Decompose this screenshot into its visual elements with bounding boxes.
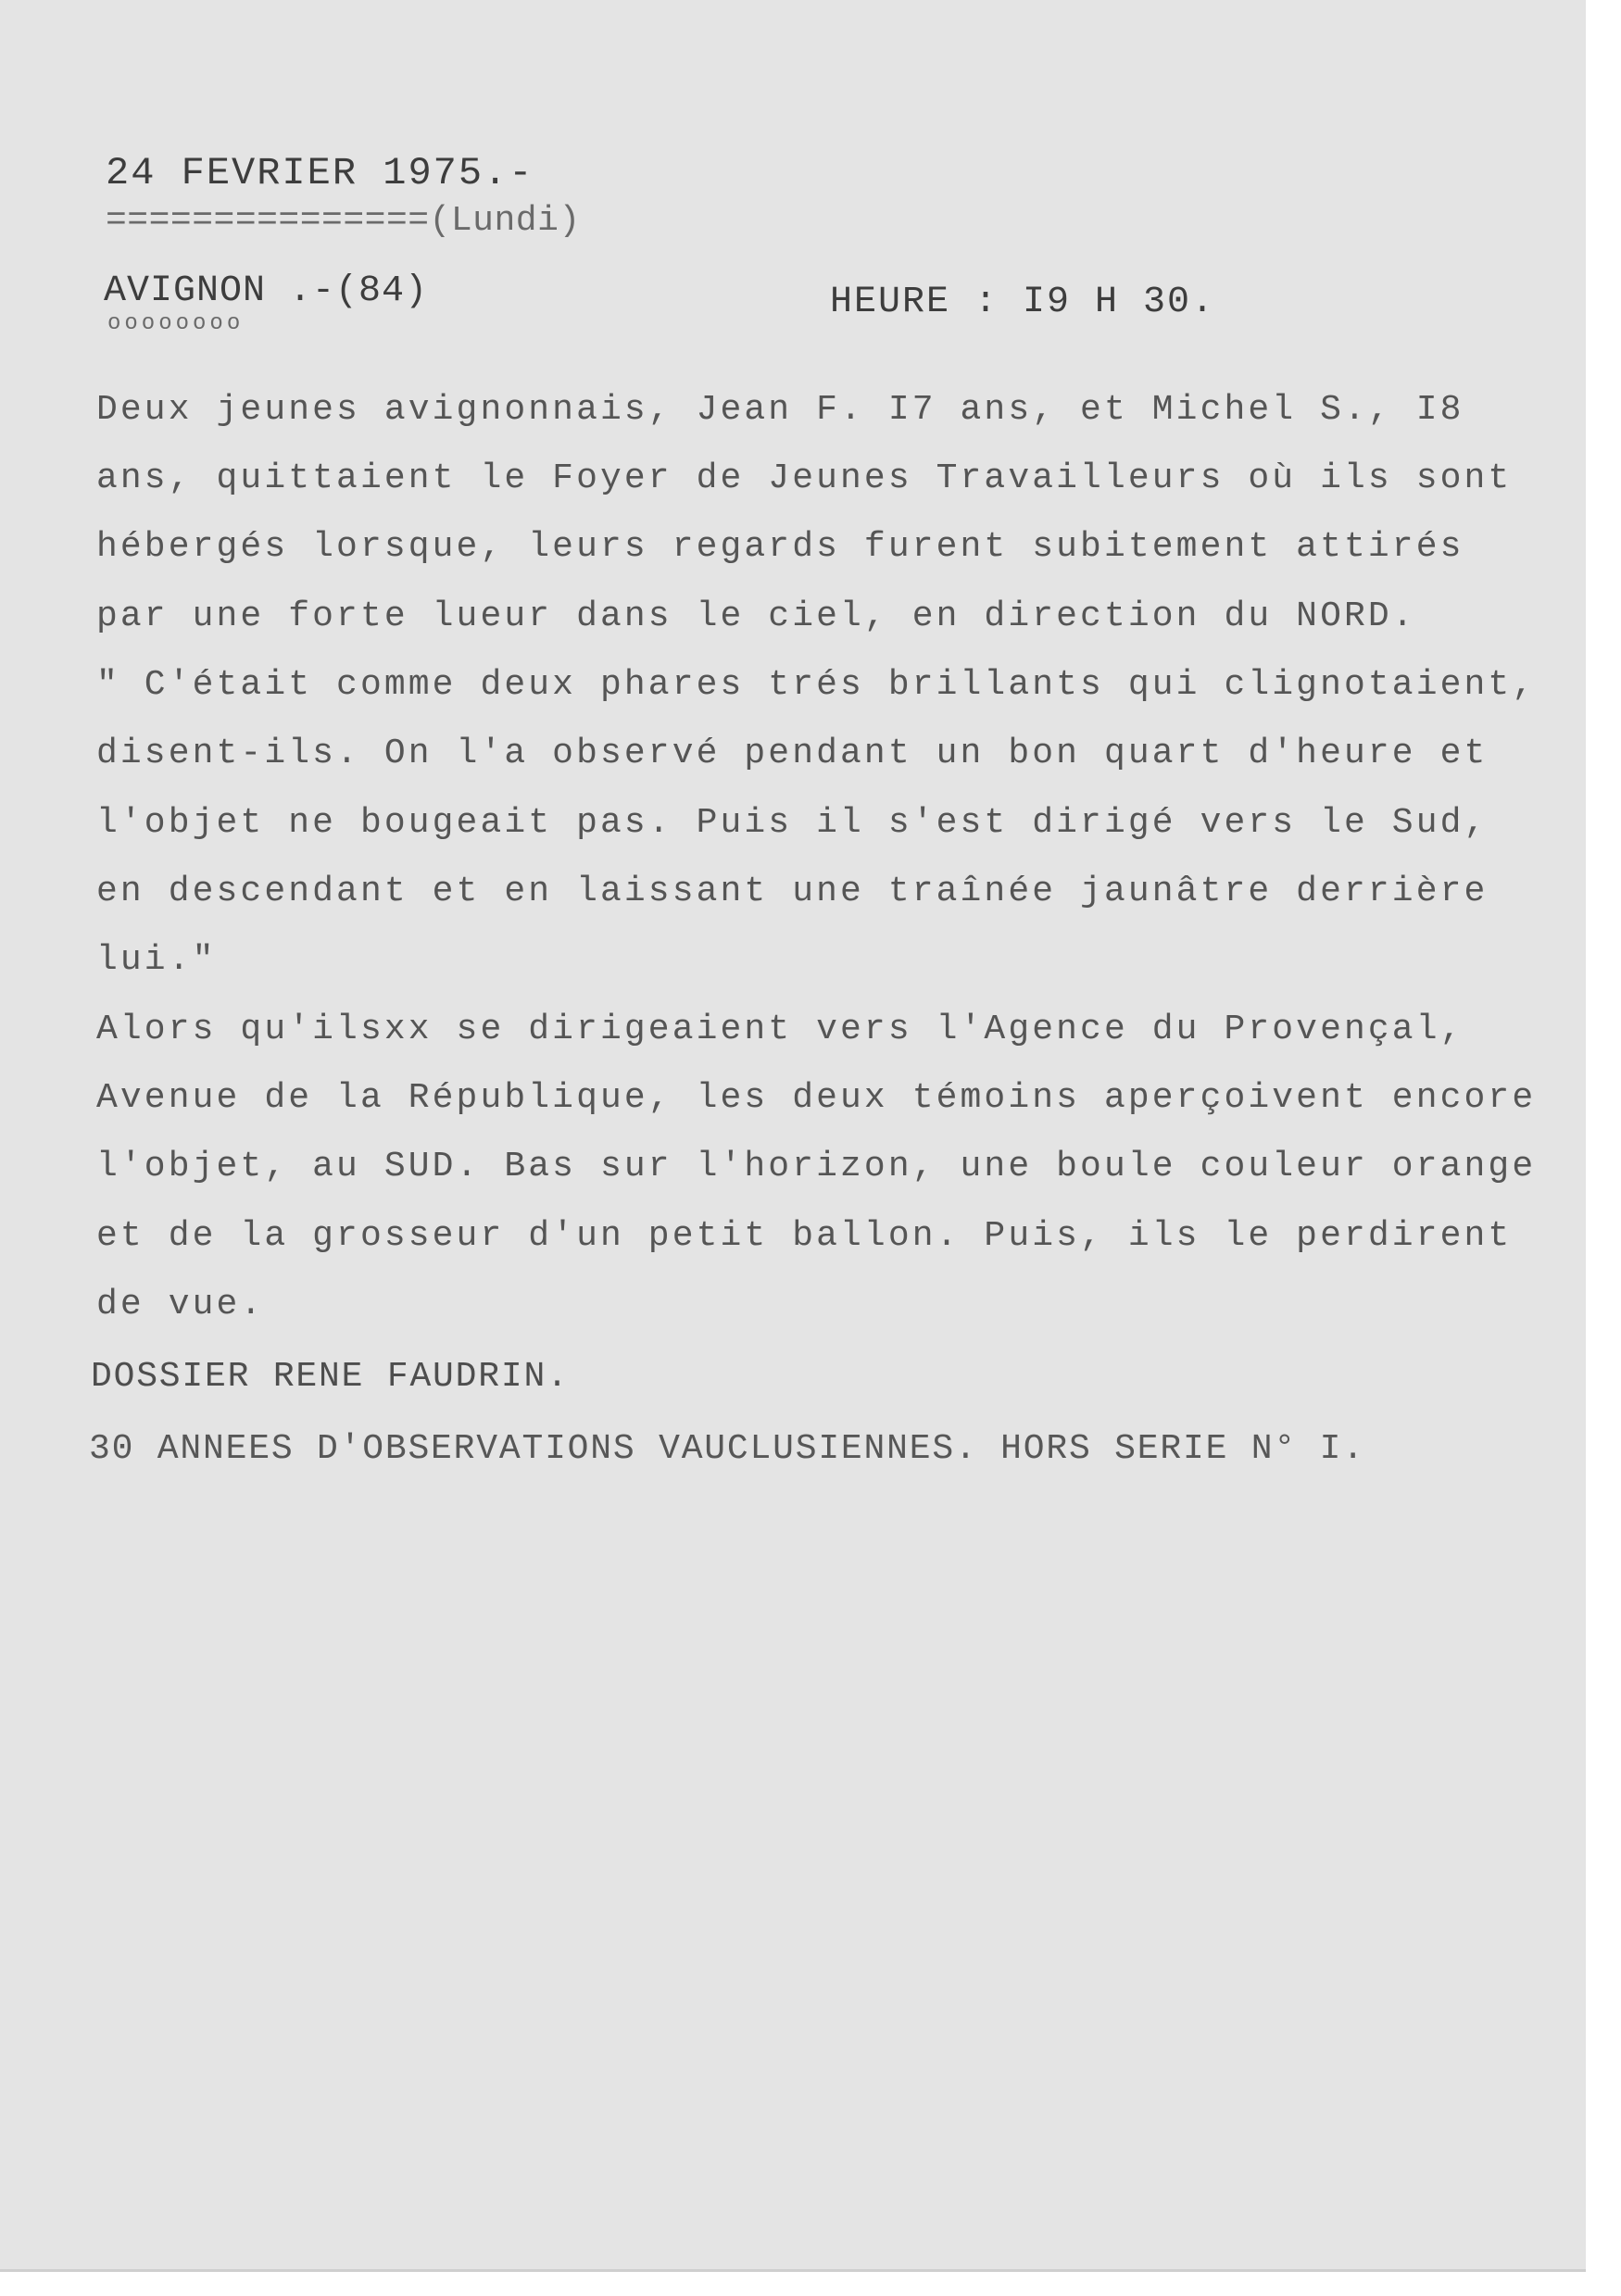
body-line: Alors qu'ilsxx se dirigeaient vers l'Agence du Provençal, [96,1010,1464,1049]
body-line: l'objet ne bougeait pas. Puis il s'est dirigé vers le Sud, [96,803,1489,843]
body-line: l'objet, au SUD. Bas sur l'horizon, une boule couleur orange [96,1147,1537,1186]
header-place: AVIGNON .-(84) [104,270,429,312]
source-reference: 30 ANNEES D'OBSERVATIONS VAUCLUSIENNES. HORS SERIE N° I. [89,1429,1365,1469]
header-date-underline: ===============(Lundi) [106,201,581,241]
header-time: HEURE : I9 H 30. [830,282,1216,323]
body-line: Deux jeunes avignonnais, Jean F. I7 ans, et Michel S., I8 [96,390,1464,430]
body-line: en descendant et en laissant une traînée jaunâtre derrière [96,872,1489,911]
header-date: 24 FEVRIER 1975.- [106,151,534,195]
body-line: par une forte lueur dans le ciel, en direction du NORD. [96,596,1416,636]
body-line: Avenue de la République, les deux témoins aperçoivent encore [96,1078,1537,1118]
body-line: et de la grosseur d'un petit ballon. Puis, ils le perdirent [96,1216,1513,1256]
body-line: " C'était comme deux phares trés brillants qui clignotaient, [96,665,1537,705]
header-place-underline: oooooooo [107,311,245,336]
body-line: lui." [96,940,217,980]
body-line: de vue. [96,1285,265,1324]
body-line: ans, quittaient le Foyer de Jeunes Travailleurs où ils sont [96,458,1513,498]
body-line: disent-ils. On l'a observé pendant un bon quart d'heure et [96,734,1489,773]
dossier-reference: DOSSIER RENE FAUDRIN. [91,1357,570,1397]
scan-margin [1586,0,1621,2296]
body-line: hébergés lorsque, leurs regards furent subitement attirés [96,527,1464,567]
